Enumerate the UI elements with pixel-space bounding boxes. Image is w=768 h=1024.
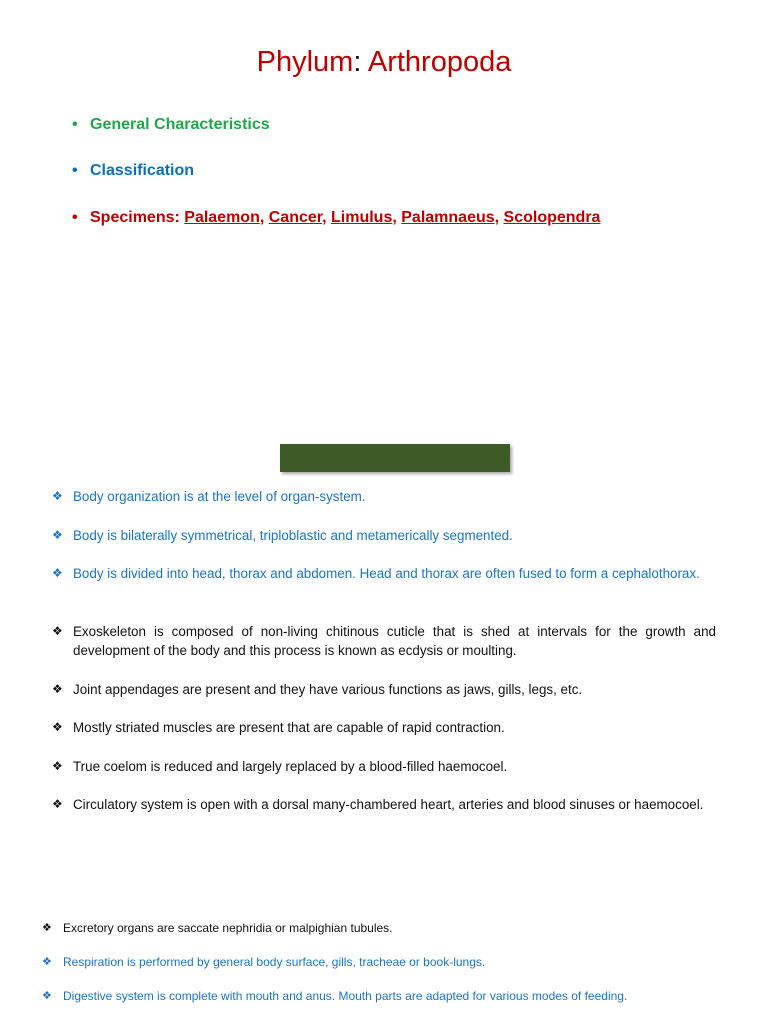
list-item-text: Joint appendages are present and they have various functions as jaws, gills, legs, etc. (73, 682, 583, 697)
specimen-link-palamnaeus[interactable]: Palamnaeus (401, 209, 495, 226)
topic-general-characteristics (72, 114, 270, 136)
specimens-label: Specimens: (90, 209, 185, 226)
diamond-bullet-icon: ❖ (42, 956, 52, 968)
list-item (42, 954, 742, 971)
diamond-bullet-icon: ❖ (52, 682, 63, 696)
list-item-text: Body is divided into head, thorax and abdomen. Head and thorax are often fused to form a cephalothorax. (73, 566, 700, 581)
specimen-link-scolopendra[interactable]: Scolopendra (503, 209, 601, 226)
list-item (52, 757, 716, 776)
diamond-bullet-icon: ❖ (52, 566, 63, 580)
separator: , (392, 209, 402, 226)
diamond-bullet-icon: ❖ (52, 720, 63, 734)
title-arthropoda: Arthropoda (361, 46, 512, 78)
topic-classification (72, 160, 194, 182)
list-item (52, 680, 716, 699)
page-title (0, 42, 768, 82)
separator: , (322, 209, 332, 226)
list-item-text: Digestive system is complete with mouth and anus. Mouth parts are adapted for various modes of feeding. (63, 989, 628, 1003)
list-item (52, 526, 716, 545)
list-item (42, 988, 742, 1005)
diamond-bullet-icon: ❖ (52, 489, 63, 503)
list-item (52, 564, 716, 583)
list-item (52, 487, 716, 506)
topic-label: General Characteristics (90, 116, 270, 133)
diamond-bullet-icon: ❖ (52, 797, 63, 811)
list-item (42, 920, 742, 937)
diamond-bullet-icon: ❖ (42, 922, 52, 934)
section-banner (280, 444, 510, 472)
list-item-text: True coelom is reduced and largely replaced by a blood-filled haemocoel. (73, 759, 508, 774)
specimen-link-limulus[interactable]: Limulus (331, 209, 393, 226)
list-item-text: Exoskeleton is composed of non-living chitinous cuticle that is shed at intervals for the growth and development of the body and this process is known as ecdysis or moulting. (73, 624, 716, 658)
list-item (52, 622, 716, 660)
list-item-text: Circulatory system is open with a dorsal many-chambered heart, arteries and blood sinuses or haemocoel. (73, 797, 704, 812)
list-item-text: Body organization is at the level of organ-system. (73, 489, 366, 504)
separator: , (259, 209, 269, 226)
diamond-bullet-icon: ❖ (52, 624, 63, 638)
list-item-text: Respiration is performed by general body surface, gills, tracheae or book-lungs. (63, 955, 486, 969)
list-item (52, 718, 716, 737)
title-colon: : (353, 46, 362, 78)
diamond-bullet-icon: ❖ (52, 528, 63, 542)
separator: , (494, 209, 504, 226)
list-item-text: Mostly striated muscles are present that are capable of rapid contraction. (73, 720, 505, 735)
specimen-link-palaemon[interactable]: Palaemon (184, 209, 260, 226)
bullet-dot: • (72, 209, 78, 226)
specimen-link-cancer[interactable]: Cancer (268, 209, 323, 226)
list-item (52, 795, 716, 814)
title-phylum: Phylum (256, 46, 354, 78)
bullet-dot: • (72, 116, 78, 133)
diamond-bullet-icon: ❖ (42, 990, 52, 1002)
diamond-bullet-icon: ❖ (52, 759, 63, 773)
list-item-text: Body is bilaterally symmetrical, triploblastic and metamerically segmented. (73, 528, 513, 543)
topic-label: Classification (90, 162, 195, 179)
bullet-dot: • (72, 162, 78, 179)
list-item-text: Excretory organs are saccate nephridia or malpighian tubules. (63, 921, 393, 935)
topic-specimens (72, 207, 600, 229)
